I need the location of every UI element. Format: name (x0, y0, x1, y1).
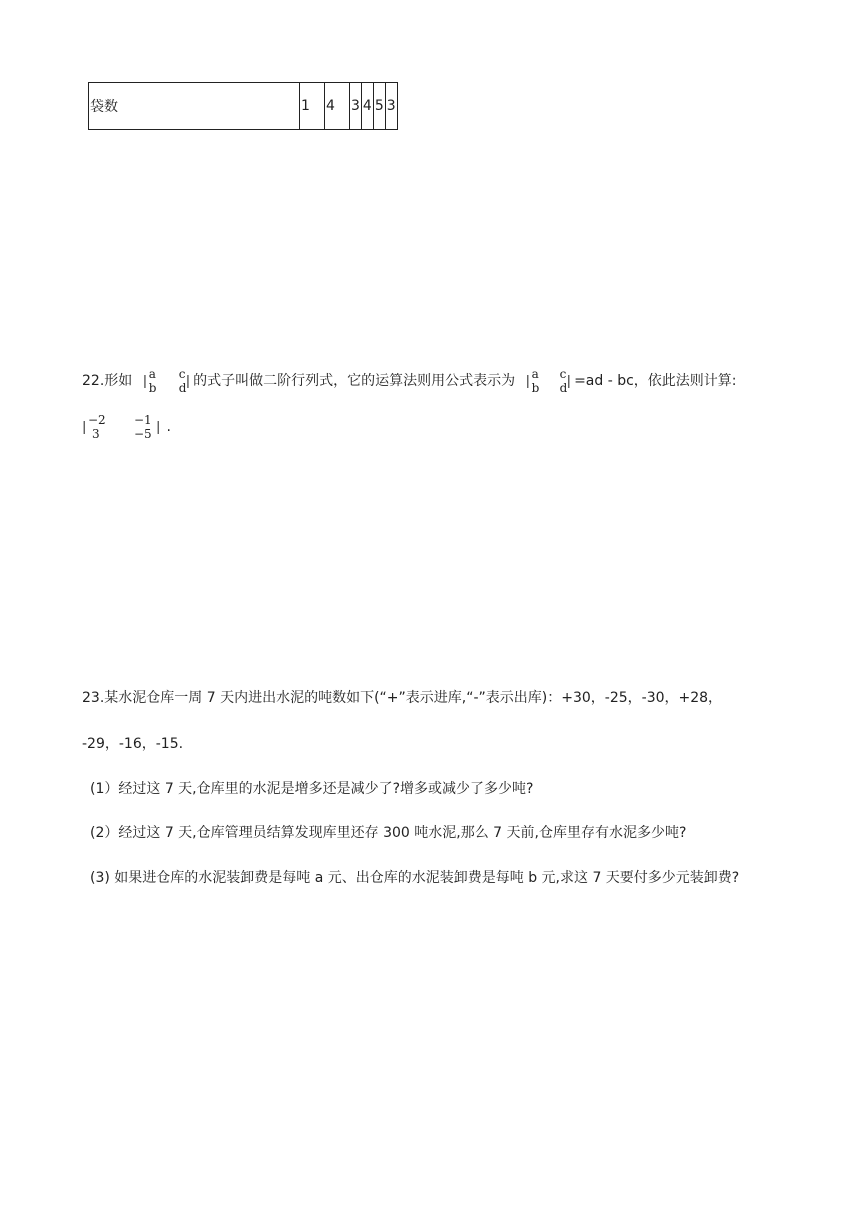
question-23-line1: 23.某水泥仓库一周 7 天内进出水泥的吨数如下(“+”表示进库,“-”表示出库)：+30，-25，-30，+28， (82, 690, 723, 706)
q22-end: . (166, 419, 171, 435)
table-row (89, 83, 398, 130)
question-23-part2: (2）经过这 7 天,仓库管理员结算发现库里还存 300 吨水泥,那么 7 天前,仓库里存有水泥多少吨? (90, 825, 687, 841)
det-cell: b (531, 381, 540, 395)
det-cell: 3 (92, 427, 100, 441)
det-cell: −2 (88, 413, 106, 427)
det-cell: c (178, 367, 186, 381)
q22-prefix: 22.形如 (82, 373, 133, 389)
question-23-line2: -29，-16，-15. (82, 736, 184, 752)
det-cell: d (178, 381, 187, 395)
question-23-part1: (1）经过这 7 天,仓库里的水泥是增多还是减少了?增多或减少了多少吨? (90, 781, 534, 797)
table-cell: 4 (325, 83, 350, 130)
det-cell: a (148, 367, 156, 381)
question-22-line1 (82, 366, 737, 396)
table-cell: 3 (350, 83, 362, 130)
table-header-cell: 袋数 (89, 83, 300, 130)
table-cell: 1 (300, 83, 325, 130)
q22-rule: =ad - bc，依此法则计算: (574, 373, 737, 389)
table-cell: 4 (361, 83, 373, 130)
data-table (88, 82, 398, 130)
det-cell: −1 (134, 413, 152, 427)
table-cell: 5 (373, 83, 385, 130)
det-cell: −5 (134, 427, 152, 441)
determinant-3: | −2 3 −1 −5 | (82, 413, 161, 441)
det-cell: d (559, 381, 568, 395)
table-cell: 3 (385, 83, 397, 130)
det-cell: a (531, 367, 539, 381)
question-22-line2 (82, 412, 171, 442)
det-cell: c (559, 367, 567, 381)
question-23-part3: (3) 如果进仓库的水泥装卸费是每吨 a 元、出仓库的水泥装卸费是每吨 b 元,求这 7 天要付多少元装卸费? (90, 870, 740, 886)
determinant-1: | a b c d | (142, 367, 191, 395)
q22-mid: 的式子叫做二阶行列式，它的运算法则用公式表示为 (193, 373, 516, 389)
determinant-2: | a b c d | (525, 367, 572, 395)
det-cell: b (148, 381, 157, 395)
